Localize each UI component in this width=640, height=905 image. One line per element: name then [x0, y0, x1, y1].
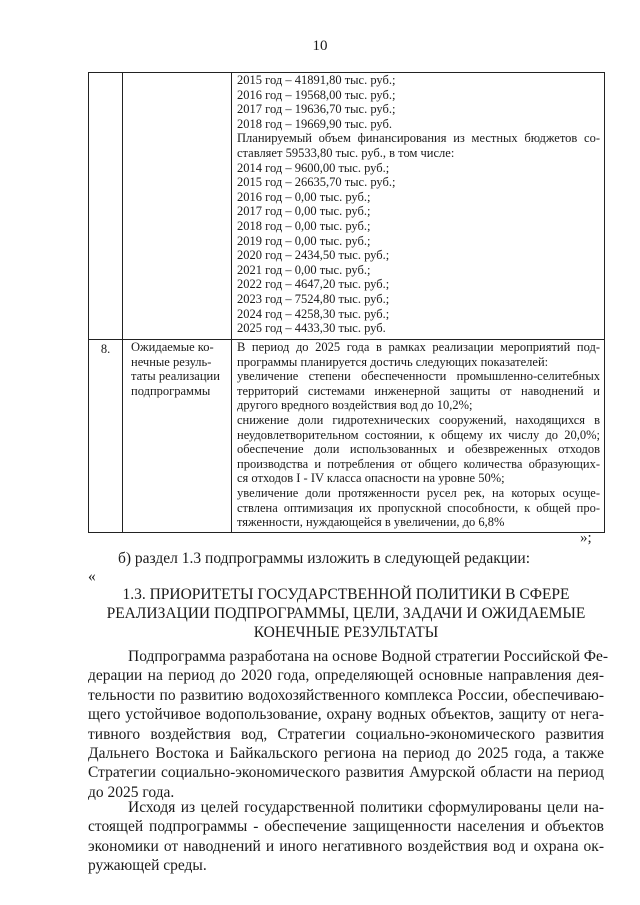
financing-line: 2016 год – 0,00 тыс. руб.; [237, 189, 371, 204]
row-name-line: нечные резуль- [131, 354, 212, 369]
financing-line: 2019 год – 0,00 тыс. руб.; [237, 233, 371, 248]
financing-line: 2022 год – 4647,20 тыс. руб.; [237, 277, 390, 292]
paragraph-line: Дальнего Востока и Байкальского региона на период до 2025 года, а также [88, 745, 604, 763]
financing-line: 2018 год – 19669,90 тыс. руб. [237, 116, 393, 131]
paragraph-line: Стратегии социально-экономического развития Амурской области на период [88, 764, 604, 782]
row-name-cell-empty [123, 73, 232, 340]
row-name-line: подпрограммы [131, 383, 211, 398]
paragraph-line: Исходя из целей государственной политики сформулированы цели на- [128, 799, 604, 816]
paragraph-1 [88, 647, 609, 802]
paragraph-line: Подпрограмма разработана на основе Водной стратегии Российской Фе- [128, 648, 609, 665]
description-line: другого вредного воздействия вод до 10,2%; [237, 398, 473, 413]
financing-line: 2021 год – 0,00 тыс. руб.; [237, 262, 371, 277]
paragraph-line: до 2025 года. [88, 783, 175, 801]
paragraph-line: экономики от наводнений и иного негативного воздействия вод и охрана ок- [88, 837, 604, 855]
row-number-cell: 8. [89, 340, 123, 533]
description-line: территорий системами инженерной защиты от наводнений и [237, 383, 600, 398]
paragraph-line: дерации на период до 2020 года, определяющей основные направления дея- [88, 667, 604, 685]
description-line: В период до 2025 года в рамках реализации мероприятий под- [237, 340, 600, 354]
financing-line: Планируемый объем финансирования из местных бюджетов со- [237, 131, 600, 146]
closing-quote: »; [580, 530, 592, 546]
description-line: программы планируется достичь следующих показателей: [237, 354, 549, 369]
table-row-expected-results [89, 340, 605, 533]
financing-line: 2014 год – 9600,00 тыс. руб.; [237, 160, 390, 175]
financing-line: 2018 год – 0,00 тыс. руб.; [237, 218, 371, 233]
description-line: снижение доли гидротехнических сооружений, находящихся в [237, 412, 600, 427]
row-name-line: таты реализации [131, 369, 220, 384]
table-row-financing [89, 73, 605, 340]
description-line: ствлена оптимизация их пропускной способности, к общей про- [237, 500, 600, 515]
row-number-cell-empty [89, 73, 123, 340]
description-line: производства и потребления от общего количества образующих- [237, 456, 600, 471]
heading-line: РЕАЛИЗАЦИИ ПОДПРОГРАММЫ, ЦЕЛИ, ЗАДАЧИ И ОЖИДАЕМЫЕ [106, 605, 586, 622]
subprogram-passport-table [88, 72, 605, 533]
page-number: 10 [312, 38, 328, 54]
description-line: тяженности, нуждающейся в увеличении, до 6,8% [237, 515, 505, 530]
paragraph-line: ружающей среды. [88, 857, 207, 875]
financing-line: 2017 год – 0,00 тыс. руб.; [237, 204, 371, 219]
financing-line: 2015 год – 41891,80 тыс. руб.; [237, 73, 396, 87]
financing-line: 2020 год – 2434,50 тыс. руб.; [237, 248, 390, 263]
heading-line: КОНЕЧНЫЕ РЕЗУЛЬТАТЫ [253, 624, 439, 641]
financing-line: 2024 год – 4258,30 тыс. руб.; [237, 306, 390, 321]
amendment-intro-line: б) раздел 1.3 подпрограммы изложить в следующей редакции: [118, 550, 531, 567]
paragraph-2 [88, 798, 604, 876]
paragraph-line: стоящей подпрограммы - обеспечение защищенности населения и объектов [88, 818, 604, 836]
financing-line: 2025 год – 4433,30 тыс. руб. [237, 321, 386, 336]
financing-description-cell [232, 73, 605, 340]
row-name-line: Ожидаемые ко- [131, 340, 214, 354]
financing-line: 2017 год – 19636,70 тыс. руб.; [237, 102, 396, 117]
section-heading [88, 585, 604, 642]
description-line: увеличение доли протяженности русел рек, на которых осуще- [237, 485, 600, 500]
heading-line: 1.3. ПРИОРИТЕТЫ ГОСУДАРСТВЕННОЙ ПОЛИТИКИ В СФЕРЕ [122, 586, 570, 603]
description-line: ся отходов I - IV класса опасности на уровне 50%; [237, 471, 505, 486]
description-line: обеспечение доли использованных и обезвреженных отходов [237, 442, 600, 457]
description-line: увеличение степени обеспеченности промышленно-селитебных [237, 369, 600, 384]
financing-line: ставляет 59533,80 тыс. руб., в том числе: [237, 145, 455, 160]
paragraph-line: тельности по развитию водохозяйственного комплекса России, обеспечиваю- [88, 686, 604, 704]
paragraph-line: тивного воздействия вод, Стратегии социально-экономического развития [88, 725, 604, 743]
opening-quote: « [88, 568, 96, 585]
expected-results-description-cell [232, 340, 605, 533]
financing-line: 2023 год – 7524,80 тыс. руб.; [237, 291, 390, 306]
paragraph-line: щего устойчивое водопользование, охрану водных объектов, защиту от нега- [88, 706, 604, 724]
row-name-cell [123, 340, 232, 533]
financing-line: 2015 год – 26635,70 тыс. руб.; [237, 175, 396, 190]
description-line: неудовлетворительном состоянии, к общему их числу до 20,0%; [237, 427, 600, 442]
financing-line: 2016 год – 19568,00 тыс. руб.; [237, 87, 396, 102]
